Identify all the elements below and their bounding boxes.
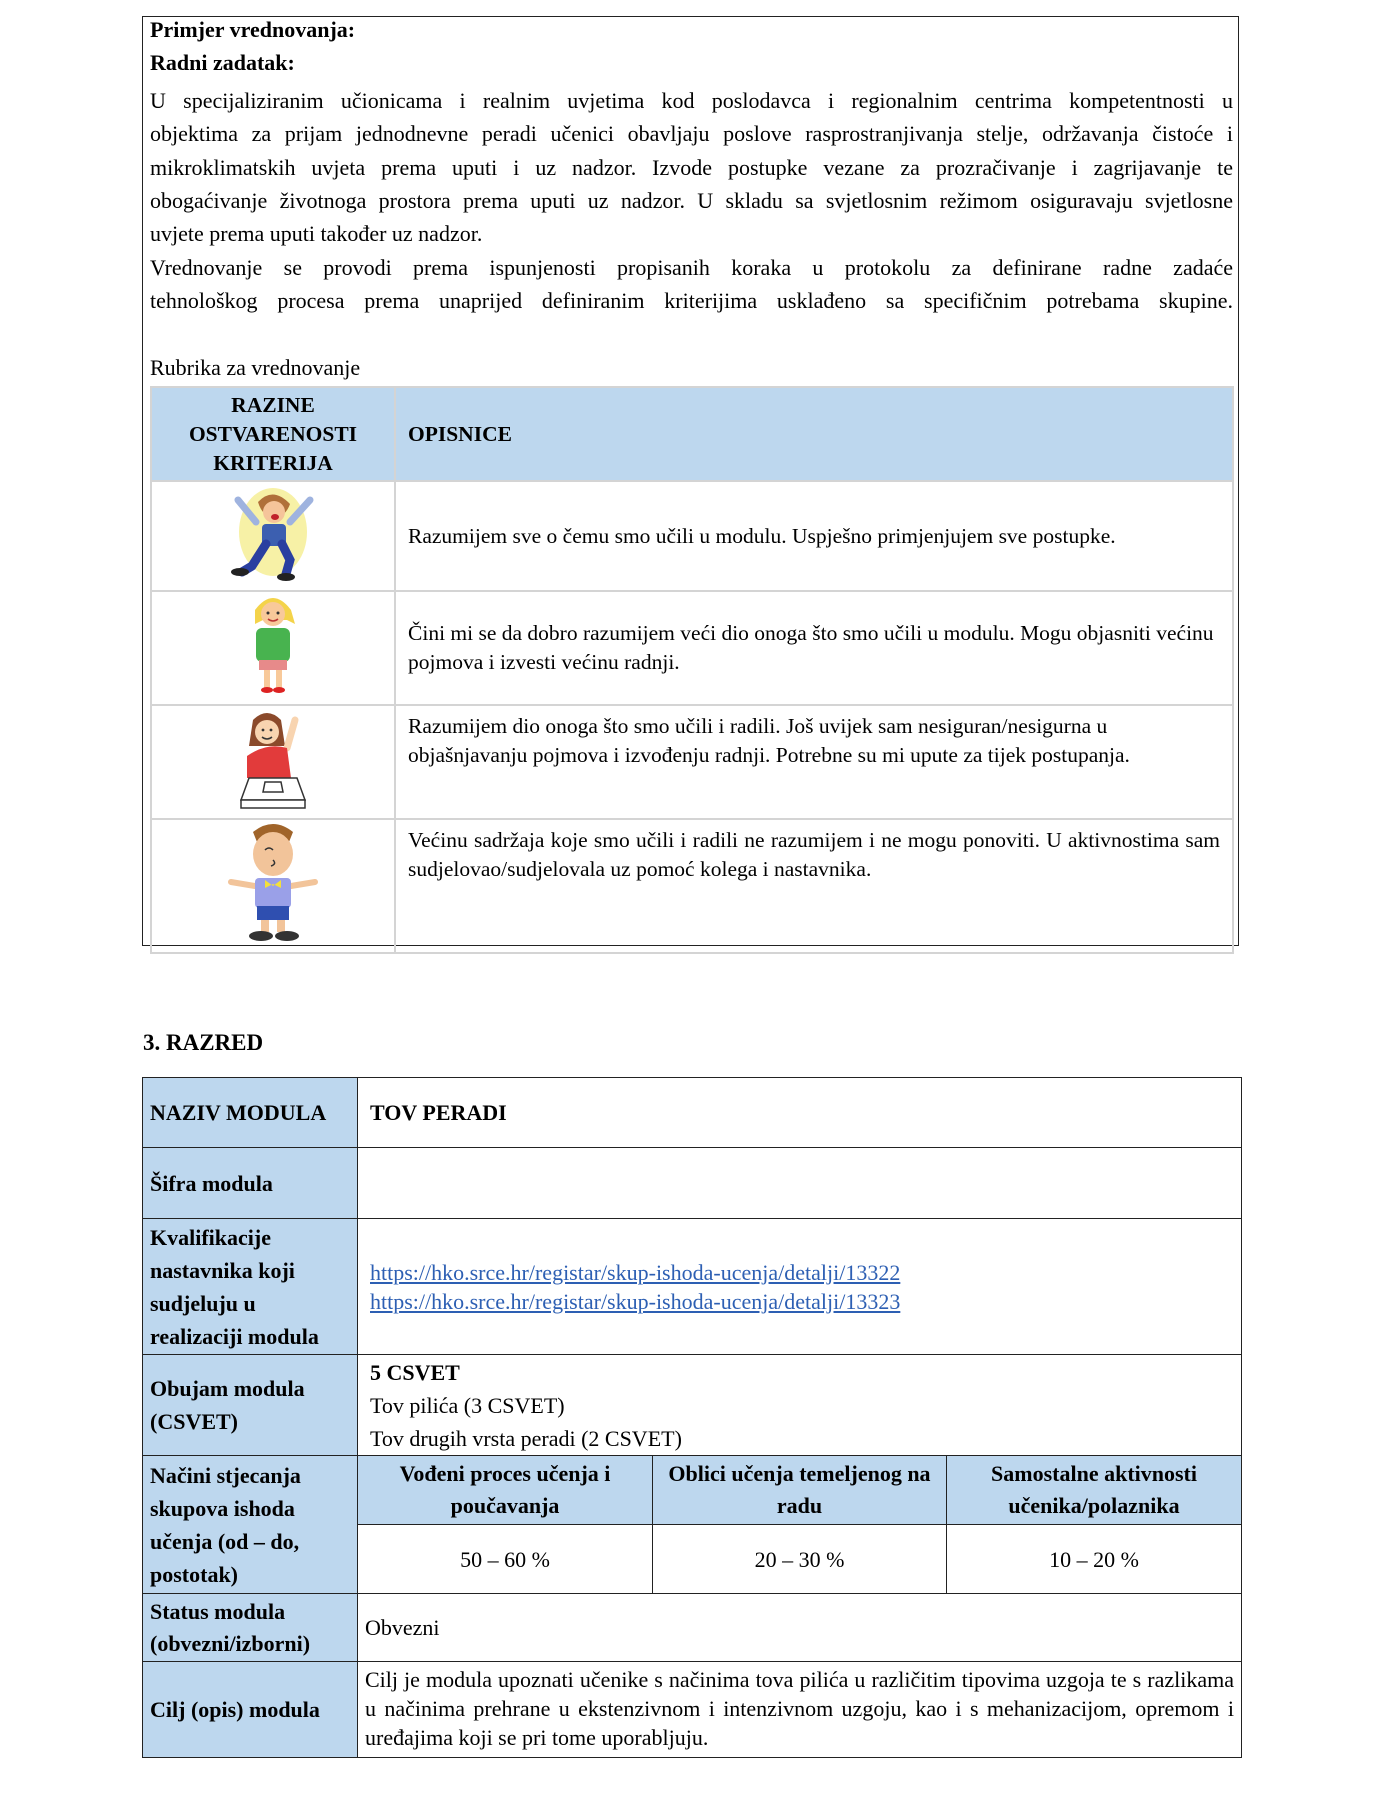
rubric-level-cell: [151, 481, 395, 591]
module-row-volume: [143, 1355, 1242, 1456]
rubric-descriptor-cell: Većinu sadržaja koje smo učili i radili ne razumijem i ne mogu ponoviti. U aktivnostima sam sudjelovao/sudjelovala uz pomoć kolega i nastavnika.: [395, 819, 1233, 953]
qualification-link-13322[interactable]: https://hko.srce.hr/registar/skup-ishoda-ucenja/detalji/13322: [370, 1259, 901, 1285]
task-heading: Radni zadatak:: [150, 50, 295, 75]
methods-value-work-based: 20 – 30 %: [653, 1525, 947, 1594]
evaluation-heading: Primjer vrednovanja:: [150, 17, 356, 42]
module-row-name: [143, 1078, 1242, 1148]
module-row-methods-header: [143, 1456, 1242, 1525]
qualification-link-13323[interactable]: https://hko.srce.hr/registar/skup-ishoda-ucenja/detalji/13323: [370, 1288, 901, 1314]
evaluation-text-line: tehnološkog procesa prema unaprijed definiranim kriterijima usklađeno sa specifičnim potrebama skupine.: [150, 288, 1233, 313]
module-code-label: Šifra modula: [143, 1148, 358, 1219]
rubric-header-descriptors: OPISNICE: [395, 387, 1233, 481]
rubric-table: [150, 386, 1234, 954]
status-value: Obvezni: [358, 1594, 1242, 1662]
methods-label: Načini stjecanja skupova ishoda učenja (od – do, postotak): [143, 1456, 358, 1594]
module-row-status: [143, 1594, 1242, 1662]
volume-total: 5 CSVET: [370, 1359, 460, 1385]
module-row-qualifications: [143, 1219, 1242, 1355]
qualifications-links: [358, 1219, 1242, 1355]
module-code-value: [358, 1148, 1242, 1219]
rubric-header-levels: [151, 387, 395, 481]
rubric-level-cell: [151, 819, 395, 953]
rubric-level-cell: [151, 705, 395, 819]
rubric-row: [151, 819, 1233, 953]
module-name-value: TOV PERADI: [358, 1078, 1242, 1148]
task-text-line: U specijaliziranim učionicama i realnim uvjetima kod poslodavca i regionalnim centrima kompetentnosti u: [150, 88, 1233, 113]
methods-header-independent: Samostalne aktivnosti učenika/polaznika: [947, 1456, 1242, 1525]
methods-value-guided: 50 – 60 %: [358, 1525, 653, 1594]
rubric-descriptor-cell: Razumijem sve o čemu smo učili u modulu. Uspješno primjenjujem sve postupke.: [395, 481, 1233, 591]
volume-label: Obujam modula (CSVET): [143, 1355, 358, 1456]
rubric-header-row: [151, 387, 1233, 481]
qualifications-label: Kvalifikacije nastavnika koji sudjeluju u realizaciji modula: [143, 1219, 358, 1355]
header-line: OSTVARENOSTI: [188, 421, 358, 446]
header-line: RAZINE: [231, 392, 315, 417]
task-text-line: uvjete prema uputi također uz nadzor.: [150, 221, 483, 246]
task-text-line: obogaćivanje životnoga prostora prema uputi uz nadzor. U skladu sa svjetlosnim režimom osiguravaju svjetlosne: [150, 188, 1233, 213]
status-label: Status modula (obvezni/izborni): [143, 1594, 358, 1662]
rubric-label: Rubrika za vrednovanje: [150, 355, 361, 380]
rubric-row: [151, 705, 1233, 819]
confused-boy-icon: [221, 820, 325, 952]
methods-header-work-based: Oblici učenja temeljenog na radu: [653, 1456, 947, 1525]
goal-label: Cilj (opis) modula: [143, 1662, 358, 1758]
rubric-descriptor-cell: Čini mi se da dobro razumijem veći dio onoga što smo učili u modulu. Mogu objasniti većinu pojmova i izvesti većinu radnji.: [395, 591, 1233, 705]
task-text-line: mikroklimatskih uvjeta prema uputi i uz nadzor. Izvode postupke vezane za prozračivanje i zagrijavanje te: [150, 155, 1233, 180]
methods-value-independent: 10 – 20 %: [947, 1525, 1242, 1594]
girl-raising-hand-icon: [233, 706, 313, 818]
evaluation-text-line: Vrednovanje se provodi prema ispunjenosti propisanih koraka u protokolu za definirane radne zadaće: [150, 255, 1233, 280]
rubric-row: [151, 591, 1233, 705]
header-line: KRITERIJA: [213, 450, 333, 475]
rubric-level-cell: [151, 591, 395, 705]
volume-value: [358, 1355, 1242, 1456]
module-table: [142, 1077, 1242, 1758]
module-row-code: [143, 1148, 1242, 1219]
rubric-row: [151, 481, 1233, 591]
goal-value: Cilj je modula upoznati učenike s načinima tova pilića u različitim tipovima uzgoja te s razlikama u načinima prehrane u ekstenzivnom i intenzivnom uzgoju, kao i s mehanizacijom, opremom i uređajima koji se pri tome uporabljuju.: [358, 1662, 1242, 1758]
rubric-descriptor-cell: Razumijem dio onoga što smo učili i radili. Još uvijek sam nesiguran/nesigurna u objašnjavanju pojmova i izvođenju radnji. Potrebne su mi upute za tijek postupanja.: [395, 705, 1233, 819]
methods-header-guided: Vođeni proces učenja i poučavanja: [358, 1456, 653, 1525]
module-row-goal: [143, 1662, 1242, 1758]
volume-item: Tov pilića (3 CSVET): [370, 1392, 565, 1418]
excited-boy-icon: [228, 482, 318, 590]
section-title: 3. RAZRED: [143, 1030, 264, 1055]
smiling-girl-icon: [243, 592, 303, 704]
volume-item: Tov drugih vrsta peradi (2 CSVET): [370, 1425, 682, 1451]
module-name-label: NAZIV MODULA: [143, 1078, 358, 1148]
task-text-line: objektima za prijam jednodnevne peradi učenici obavljaju poslove rasprostranjivanja stelje, održavanja čistoće i: [150, 121, 1233, 146]
